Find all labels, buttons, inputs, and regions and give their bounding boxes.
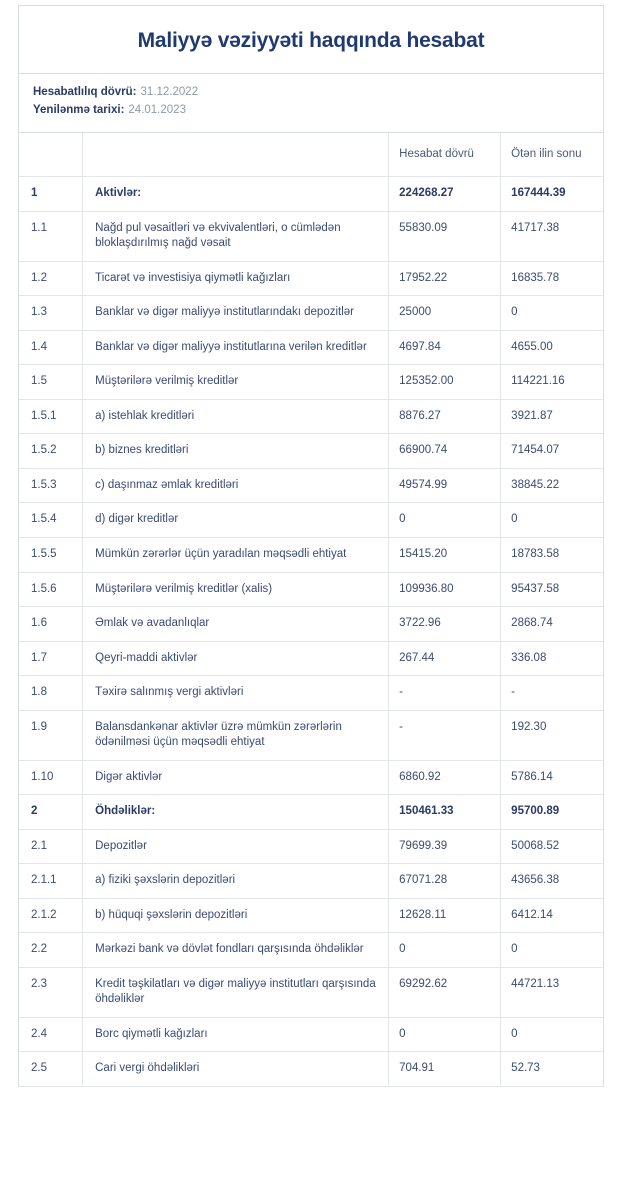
row-value-previous: 41717.38 — [501, 211, 603, 261]
row-value-current: 109936.80 — [389, 572, 501, 607]
table-body — [19, 177, 603, 1086]
row-label: Əmlak və avadanlıqlar — [83, 607, 389, 642]
row-value-current: 66900.74 — [389, 434, 501, 469]
row-label: Borc qiymətli kağızları — [83, 1017, 389, 1052]
row-value-previous: 71454.07 — [501, 434, 603, 469]
row-label: Mümkün zərərlər üçün yaradılan məqsədli ehtiyat — [83, 538, 389, 573]
table-row — [19, 1017, 603, 1052]
row-label: Müştərilərə verilmiş kreditlər (xalis) — [83, 572, 389, 607]
row-value-current: 67071.28 — [389, 864, 501, 899]
row-value-previous: 0 — [501, 296, 603, 331]
column-header-current-period: Hesabat dövrü — [389, 133, 501, 177]
table-row — [19, 538, 603, 573]
table-row — [19, 760, 603, 795]
row-value-current: 0 — [389, 933, 501, 968]
report-page — [0, 5, 620, 1204]
row-value-previous: 43656.38 — [501, 864, 603, 899]
row-value-previous: 167444.39 — [501, 177, 603, 212]
row-label: Mərkəzi bank və dövlət fondları qarşısında öhdəliklər — [83, 933, 389, 968]
row-label: c) daşınmaz əmlak kreditləri — [83, 468, 389, 503]
row-label: Müştərilərə verilmiş kreditlər — [83, 365, 389, 400]
report-meta — [19, 74, 603, 133]
row-value-previous: 0 — [501, 503, 603, 538]
table-row — [19, 795, 603, 830]
row-code: 1.10 — [19, 760, 83, 795]
row-code: 1.1 — [19, 211, 83, 261]
row-label: Banklar və digər maliyyə institutlarındakı depozitlər — [83, 296, 389, 331]
table-row — [19, 641, 603, 676]
row-code: 1.6 — [19, 607, 83, 642]
row-value-current: 15415.20 — [389, 538, 501, 573]
row-value-current: 0 — [389, 503, 501, 538]
row-label: Cari vergi öhdəlikləri — [83, 1052, 389, 1087]
row-value-previous: 0 — [501, 933, 603, 968]
column-header-previous-year-end: Ötən ilin sonu — [501, 133, 603, 177]
row-value-previous: 2868.74 — [501, 607, 603, 642]
row-code: 2.1 — [19, 829, 83, 864]
row-code: 2.1.2 — [19, 898, 83, 933]
financial-table — [19, 133, 603, 1087]
row-code: 2.4 — [19, 1017, 83, 1052]
table-header — [19, 133, 603, 177]
row-label: Nağd pul vəsaitləri və ekvivalentləri, o cümlədən bloklaşdırılmış nağd vəsait — [83, 211, 389, 261]
row-code: 1.2 — [19, 261, 83, 296]
table-header-row — [19, 133, 603, 177]
row-value-previous: 38845.22 — [501, 468, 603, 503]
row-value-previous: 5786.14 — [501, 760, 603, 795]
updated-date-value: 24.01.2023 — [128, 104, 186, 116]
row-value-current: 8876.27 — [389, 399, 501, 434]
row-label: Ticarət və investisiya qiymətli kağızları — [83, 261, 389, 296]
row-label: b) biznes kreditləri — [83, 434, 389, 469]
row-code: 1.5.4 — [19, 503, 83, 538]
row-code: 2.1.1 — [19, 864, 83, 899]
table-row — [19, 296, 603, 331]
row-label: d) digər kreditlər — [83, 503, 389, 538]
row-value-previous: 44721.13 — [501, 967, 603, 1017]
row-value-current: 150461.33 — [389, 795, 501, 830]
row-value-previous: 336.08 — [501, 641, 603, 676]
row-value-current: 125352.00 — [389, 365, 501, 400]
row-code: 1.5.3 — [19, 468, 83, 503]
row-value-current: 6860.92 — [389, 760, 501, 795]
row-code: 1.5.1 — [19, 399, 83, 434]
row-code: 1.3 — [19, 296, 83, 331]
row-value-current: - — [389, 676, 501, 711]
table-row — [19, 1052, 603, 1087]
row-code: 2.3 — [19, 967, 83, 1017]
row-label: Balansdankənar aktivlər üzrə mümkün zərərlərin ödənilməsi üçün məqsədli ehtiyat — [83, 710, 389, 760]
row-value-current: 704.91 — [389, 1052, 501, 1087]
table-row — [19, 330, 603, 365]
row-value-previous: 50068.52 — [501, 829, 603, 864]
row-value-previous: 192.30 — [501, 710, 603, 760]
row-label: a) fiziki şəxslərin depozitləri — [83, 864, 389, 899]
table-row — [19, 829, 603, 864]
row-value-current: 267.44 — [389, 641, 501, 676]
row-code: 1.5 — [19, 365, 83, 400]
page-title: Maliyyə vəziyyəti haqqında hesabat — [19, 6, 603, 74]
row-value-previous: 0 — [501, 1017, 603, 1052]
reporting-period-row — [33, 84, 589, 102]
column-header-name — [83, 133, 389, 177]
row-code: 1.8 — [19, 676, 83, 711]
reporting-period-value: 31.12.2022 — [140, 86, 199, 99]
table-row — [19, 898, 603, 933]
row-label: Qeyri-maddi aktivlər — [83, 641, 389, 676]
row-value-previous: 16835.78 — [501, 261, 603, 296]
row-code: 1.5.6 — [19, 572, 83, 607]
table-row — [19, 967, 603, 1017]
row-value-current: 17952.22 — [389, 261, 501, 296]
table-row — [19, 261, 603, 296]
table-row — [19, 365, 603, 400]
row-value-previous: 4655.00 — [501, 330, 603, 365]
row-code: 2.2 — [19, 933, 83, 968]
table-row — [19, 177, 603, 212]
table-row — [19, 676, 603, 711]
row-value-current: - — [389, 710, 501, 760]
row-label: b) hüquqi şəxslərin depozitləri — [83, 898, 389, 933]
table-row — [19, 864, 603, 899]
table-row — [19, 399, 603, 434]
row-value-current: 55830.09 — [389, 211, 501, 261]
row-value-current: 49574.99 — [389, 468, 501, 503]
row-value-previous: 95437.58 — [501, 572, 603, 607]
row-value-current: 25000 — [389, 296, 501, 331]
row-code: 1.5.5 — [19, 538, 83, 573]
row-label: Kredit təşkilatları və digər maliyyə institutları qarşısında öhdəliklər — [83, 967, 389, 1017]
row-code: 1.9 — [19, 710, 83, 760]
row-value-current: 224268.27 — [389, 177, 501, 212]
row-label: Aktivlər: — [83, 177, 389, 212]
row-value-current: 79699.39 — [389, 829, 501, 864]
updated-date-row — [33, 102, 589, 120]
row-value-previous: 3921.87 — [501, 399, 603, 434]
row-value-previous: 52.73 — [501, 1052, 603, 1087]
row-label: a) istehlak kreditləri — [83, 399, 389, 434]
row-value-current: 4697.84 — [389, 330, 501, 365]
row-value-previous: 95700.89 — [501, 795, 603, 830]
financial-report-card — [18, 5, 604, 1087]
table-row — [19, 434, 603, 469]
row-code: 1.7 — [19, 641, 83, 676]
updated-date-label: Yenilənmə tarixi: — [33, 104, 125, 116]
table-row — [19, 607, 603, 642]
row-code: 1.5.2 — [19, 434, 83, 469]
column-header-code — [19, 133, 83, 177]
table-row — [19, 503, 603, 538]
row-value-current: 3722.96 — [389, 607, 501, 642]
row-label: Banklar və digər maliyyə institutlarına verilən kreditlər — [83, 330, 389, 365]
row-label: Digər aktivlər — [83, 760, 389, 795]
row-label: Təxirə salınmış vergi aktivləri — [83, 676, 389, 711]
row-label: Öhdəliklər: — [83, 795, 389, 830]
row-code: 1 — [19, 177, 83, 212]
row-value-current: 12628.11 — [389, 898, 501, 933]
row-value-current: 69292.62 — [389, 967, 501, 1017]
table-row — [19, 572, 603, 607]
row-code: 2.5 — [19, 1052, 83, 1087]
table-row — [19, 211, 603, 261]
row-value-previous: 114221.16 — [501, 365, 603, 400]
row-value-previous: - — [501, 676, 603, 711]
row-label: Depozitlər — [83, 829, 389, 864]
table-row — [19, 710, 603, 760]
table-row — [19, 468, 603, 503]
row-code: 1.4 — [19, 330, 83, 365]
row-code: 2 — [19, 795, 83, 830]
table-row — [19, 933, 603, 968]
row-value-previous: 6412.14 — [501, 898, 603, 933]
row-value-previous: 18783.58 — [501, 538, 603, 573]
row-value-current: 0 — [389, 1017, 501, 1052]
reporting-period-label: Hesabatlılıq dövrü: — [33, 86, 137, 99]
